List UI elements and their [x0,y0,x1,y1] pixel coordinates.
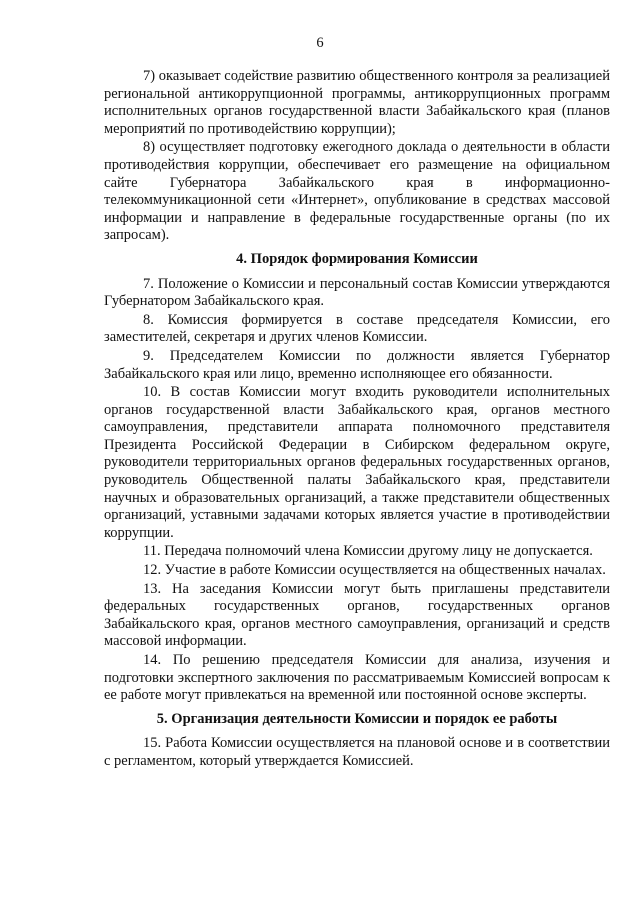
paragraph-item-8: 8) осуществляет подготовку ежегодного доклада о деятельности в области противодействия коррупции, обеспечивает его размещение на официальном сайте Губернатора Забайкальского края в информационно-телекоммуникационной сети «Интернет», опубликование в средствах массовой информации и направление в федеральные государственные органы (по их запросам). [104,139,610,244]
paragraph-8: 8. Комиссия формируется в составе председателя Комиссии, его заместителей, секретаря и других членов Комиссии. [104,311,610,346]
paragraph-9: 9. Председателем Комиссии по должности является Губернатор Забайкальского края или лицо, временно исполняющее его обязанности. [104,347,610,382]
page-number: 6 [316,35,324,51]
paragraph-15: 15. Работа Комиссии осуществляется на плановой основе и в соответствии с регламентом, который утверждается Комиссией. [104,735,610,769]
section-5-heading: 5. Организация деятельности Комиссии и порядок ее работы [156,710,558,727]
paragraph-13: 13. На заседания Комиссии могут быть приглашены представители федеральных государственных органов, государственных органов Забайкальского края, органов местного самоуправления, организаций и средств массовой информации. [104,580,610,650]
paragraph-11: 11. Передача полномочий члена Комиссии другому лицу не допускается. [143,543,593,560]
paragraph-14: 14. По решению председателя Комиссии для анализа, изучения и подготовки экспертного заключения по рассматриваемым Комиссией вопросам к ее работе могут привлекаться на временной или постоянной основе эксперты. [104,652,610,704]
paragraph-12: 12. Участие в работе Комиссии осуществляется на общественных началах. [143,562,606,579]
document-body [104,68,610,772]
paragraph-7: 7. Положение о Комиссии и персональный состав Комиссии утверждаются Губернатором Забайкальского края. [104,275,610,310]
paragraph-10: 10. В состав Комиссии могут входить руководители исполнительных органов государственной власти Забайкальского края, органов местного самоуправления, представители аппарата полномочного представителя Президента Российской Федерации в Сибирском федеральном округе, руководители территориальных органов федеральных государственных органов, руководитель Общественной палаты Забайкальского края, представители научных и образовательных организаций, а также представители общественных организаций, уставными задачами которых является участие в противодействии коррупции. [104,384,610,541]
paragraph-item-7: 7) оказывает содействие развитию общественного контроля за реализацией региональной антикоррупционной программы, антикоррупционных программ исполнительных органов государственной власти Забайкальского края (планов мероприятий по противодействию коррупции); [104,68,610,137]
section-4-heading: 4. Порядок формирования Комиссии [236,250,478,267]
